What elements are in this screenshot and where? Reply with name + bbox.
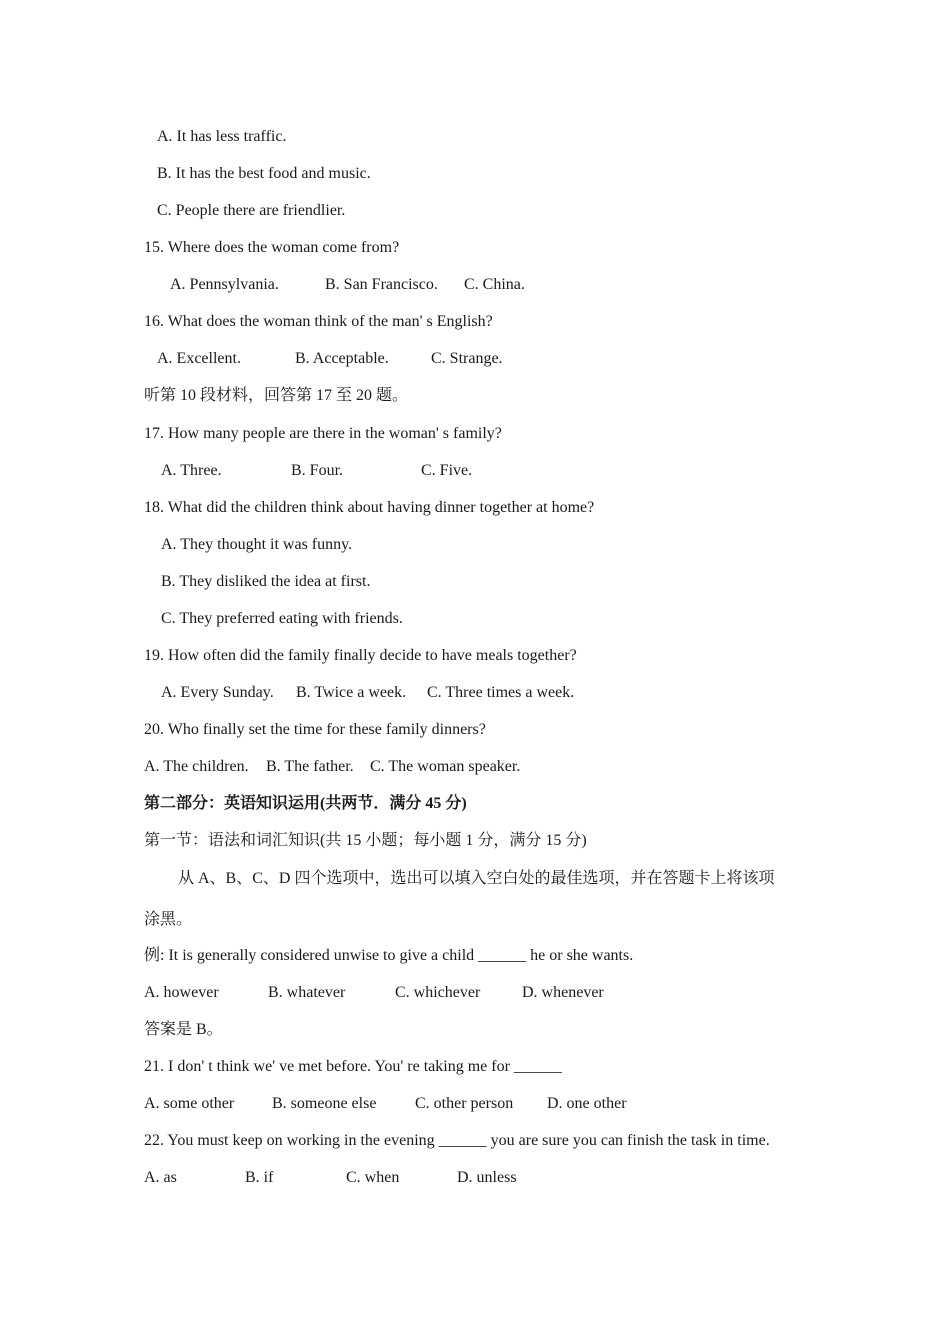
section10-instruction: 听第 10 段材料，回答第 17 至 20 题。 [144,387,409,404]
q20-question: 20. Who finally set the time for these family dinners? [144,721,486,738]
example-answer: 答案是 B。 [144,1021,223,1038]
q21-option-d: D. one other [547,1095,627,1112]
q14-option-c: C. People there are friendlier. [157,202,346,219]
q21-option-a: A. some other [144,1095,235,1112]
q19-question: 19. How often did the family finally decide to have meals together? [144,647,577,664]
q15-option-a: A. Pennsylvania. [170,276,279,293]
q22-option-a: A. as [144,1169,177,1186]
q22-option-d: D. unless [457,1169,517,1186]
q15-option-b: B. San Francisco. [325,276,438,293]
q17-option-c: C. Five. [421,462,473,479]
example-option-a: A. however [144,984,219,1001]
q17-option-a: A. Three. [161,462,222,479]
section1-heading: 第一节：语法和词汇知识(共 15 小题；每小题 1 分，满分 15 分) [144,832,587,849]
instruction-line-2: 涂黑。 [144,911,193,928]
q16-option-a: A. Excellent. [157,350,241,367]
q20-option-a: A. The children. [144,758,249,775]
q19-option-b: B. Twice a week. [296,684,407,701]
q21-option-b: B. someone else [272,1095,377,1112]
q22-question: 22. You must keep on working in the evening ______ you are sure you can finish the task in time. [144,1132,770,1149]
q14-option-a: A. It has less traffic. [157,128,287,145]
q18-option-b: B. They disliked the idea at first. [161,573,371,590]
q16-question: 16. What does the woman think of the man' s English? [144,313,493,330]
example-option-c: C. whichever [395,984,481,1001]
q20-option-b: B. The father. [266,758,354,775]
q21-option-c: C. other person [415,1095,514,1112]
q18-question: 18. What did the children think about having dinner together at home? [144,499,595,516]
q17-question: 17. How many people are there in the woman' s family? [144,425,502,442]
q22-option-b: B. if [245,1169,274,1186]
example-option-d: D. whenever [522,984,604,1001]
q21-question: 21. I don' t think we' ve met before. You' re taking me for ______ [144,1058,562,1075]
q18-option-a: A. They thought it was funny. [161,536,353,553]
example-question: 例: It is generally considered unwise to give a child ______ he or she wants. [144,947,634,964]
q15-option-c: C. China. [464,276,525,293]
instruction-line-1: 从 A、B、C、D 四个选项中，选出可以填入空白处的最佳选项，并在答题卡上将该项 [178,870,775,887]
q16-option-b: B. Acceptable. [295,350,389,367]
q19-option-a: A. Every Sunday. [161,684,274,701]
q20-option-c: C. The woman speaker. [370,758,521,775]
example-option-b: B. whatever [268,984,346,1001]
q15-question: 15. Where does the woman come from? [144,239,400,256]
q16-option-c: C. Strange. [431,350,503,367]
q18-option-c: C. They preferred eating with friends. [161,610,403,627]
part2-heading: 第二部分：英语知识运用(共两节．满分 45 分) [144,795,467,812]
q22-option-c: C. when [346,1169,400,1186]
q19-option-c: C. Three times a week. [427,684,575,701]
q14-option-b: B. It has the best food and music. [157,165,371,182]
q17-option-b: B. Four. [291,462,344,479]
